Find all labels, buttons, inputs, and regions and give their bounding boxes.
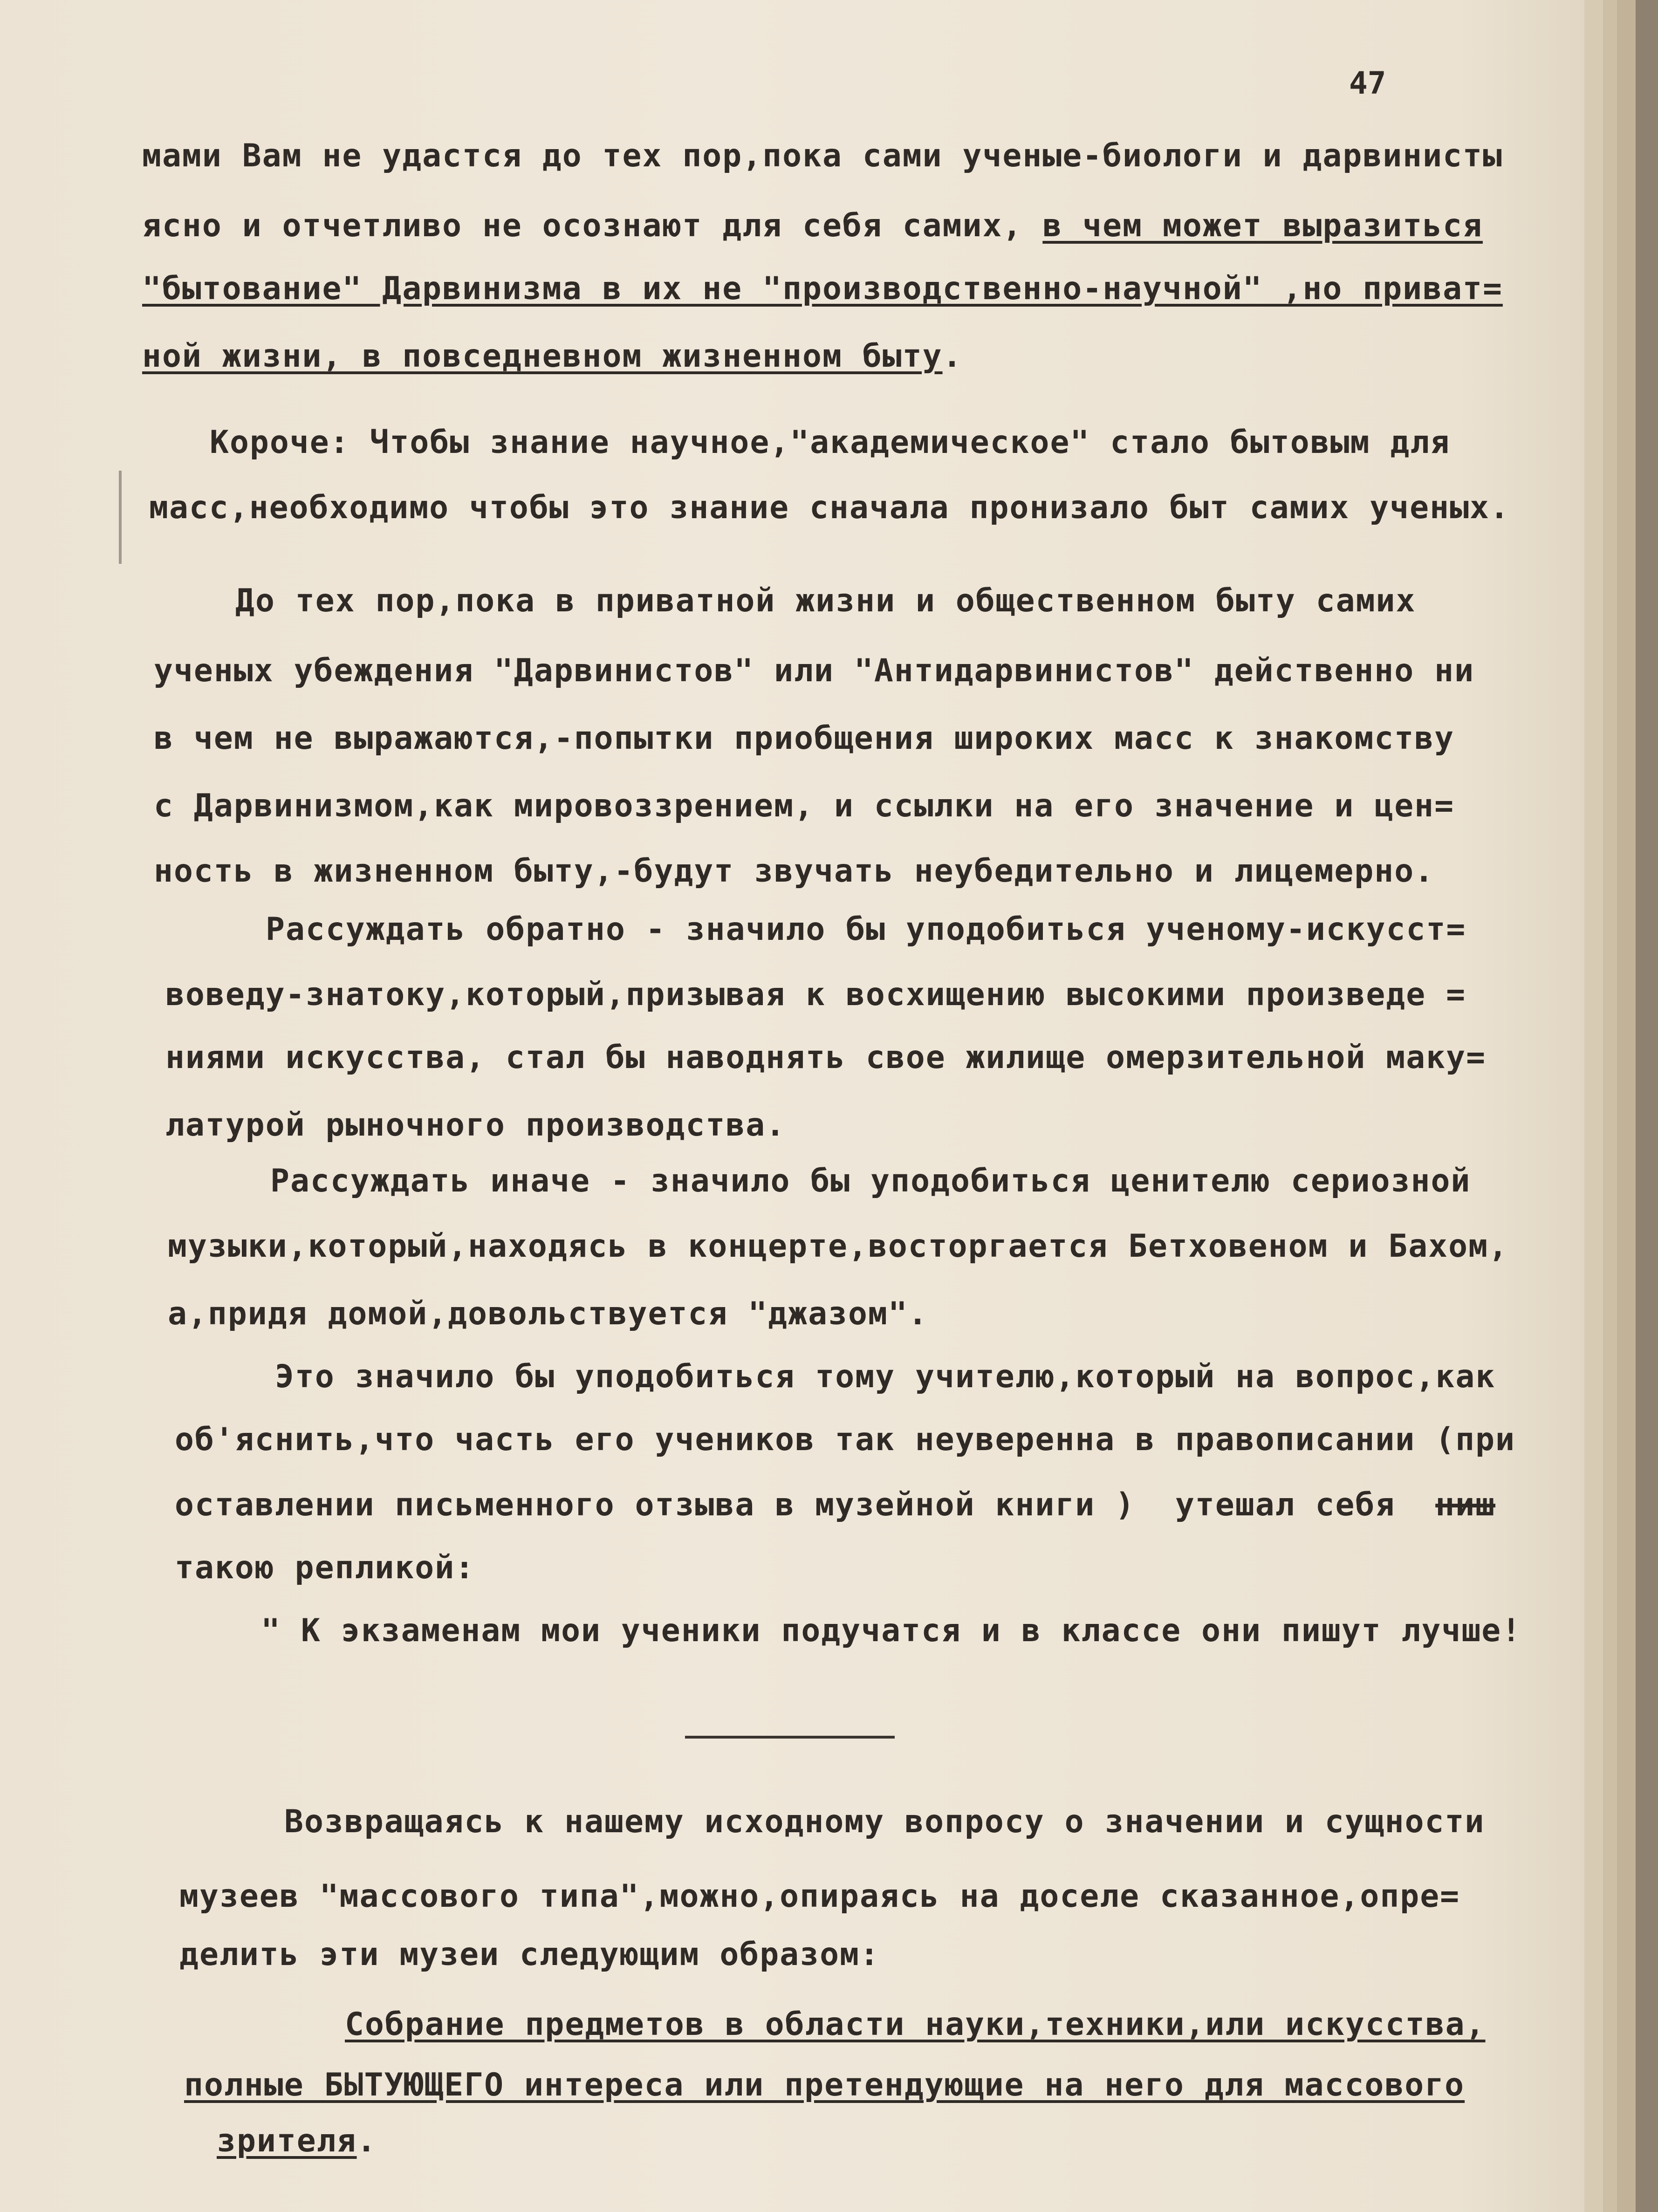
text-line: такою репликой: xyxy=(175,1549,475,1586)
text-line: ниями искусства, стал бы наводнять свое жилище омерзительной маку= xyxy=(165,1039,1487,1076)
page-edge xyxy=(1636,0,1658,2212)
separator-rule xyxy=(685,1736,895,1739)
text-span: . xyxy=(356,2123,377,2159)
text-line: Рассуждать иначе - значило бы уподобиться ценителю сериозной xyxy=(270,1163,1471,1199)
page-edge xyxy=(1584,0,1603,2212)
text-span: . xyxy=(942,338,963,375)
margin-mark xyxy=(119,471,122,564)
underlined-text-line: "бытование" Дарвинизма в их не "производственно-научной" ,но приват= xyxy=(142,270,1503,307)
text-line: а,придя домой,довольствуется "джазом". xyxy=(168,1295,928,1332)
struck-text: ниш xyxy=(1435,1486,1496,1523)
text-line: До тех пор,пока в приватной жизни и общественном быту самих xyxy=(235,582,1416,619)
text-line: латурой рыночного производства. xyxy=(165,1107,786,1144)
text-line: с Дарвинизмом,как мировоззрением, и ссылки на его значение и цен= xyxy=(154,788,1455,824)
text-line: Короче: Чтобы знание научное,"академическое" стало бытовым для xyxy=(210,424,1451,461)
text-line: масс,необходимо чтобы это знание сначала пронизало быт самих ученых. xyxy=(149,489,1510,526)
text-line: " К экзаменам мои ученики подучатся и в классе они пишут лучше! xyxy=(261,1612,1522,1649)
text-span: ясно и отчетливо не осознают для себя самих, xyxy=(142,207,1043,244)
underlined-text: ной жизни, в повседневном жизненном быту xyxy=(142,338,943,375)
text-span: оставлении письменного отзыва в музейной книги ) утешал себя xyxy=(175,1486,1436,1523)
text-line: в чем не выражаются,-попытки приобщения широких масс к знакомству xyxy=(154,720,1455,757)
text-line: мами Вам не удастся до тех пор,пока сами ученые-биологи и дарвинисты xyxy=(142,137,1503,174)
text-line: воведу-знатоку,который,призывая к восхищению высокими произведе = xyxy=(165,976,1466,1013)
text-line xyxy=(217,2120,377,2162)
page-edge xyxy=(1603,0,1617,2212)
page-number: 47 xyxy=(1349,65,1386,101)
underlined-text-line: Собрание предметов в области науки,техники,или искусства, xyxy=(345,2006,1486,2043)
underlined-text: в чем может выразиться xyxy=(1042,207,1483,244)
text-line: ученых убеждения "Дарвинистов" или "Антидарвинистов" действенно ни xyxy=(154,652,1475,689)
text-line xyxy=(142,205,1483,247)
underlined-text: зрителя xyxy=(217,2123,357,2159)
text-line: ность в жизненном быту,-будут звучать неубедительно и лицемерно. xyxy=(154,853,1435,890)
text-line xyxy=(142,336,963,377)
text-line: Возвращаясь к нашему исходному вопросу о значении и сущности xyxy=(284,1803,1485,1840)
text-line: Рассуждать обратно - значило бы уподобиться ученому-искусст= xyxy=(266,911,1466,948)
text-line xyxy=(175,1484,1495,1526)
page-edge xyxy=(1617,0,1636,2212)
text-line: делить эти музеи следующим образом: xyxy=(179,1936,880,1973)
underlined-text-line: полные БЫТУЮЩЕГО интереса или претендующие на него для массового xyxy=(184,2067,1465,2103)
text-line: музеев "массового типа",можно,опираясь на доселе сказанное,опре= xyxy=(179,1878,1460,1915)
text-line: об'яснить,что часть его учеников так неуверенна в правописании (при xyxy=(175,1421,1515,1458)
text-line: Это значило бы уподобиться тому учителю,который на вопрос,как xyxy=(275,1358,1496,1395)
text-line: музыки,который,находясь в концерте,восторгается Бетховеном и Бахом, xyxy=(168,1228,1508,1265)
